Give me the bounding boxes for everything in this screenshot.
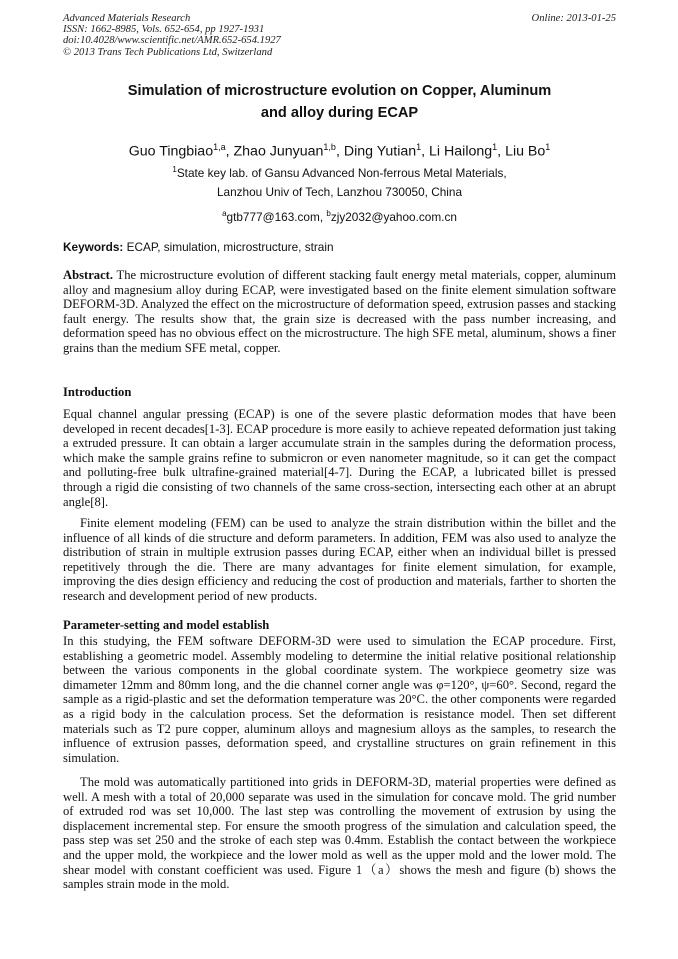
- email-line: [63, 206, 616, 225]
- author-affil-mark: 1,a: [213, 142, 226, 152]
- email-a: gtb777@163.com,: [226, 209, 327, 224]
- paper-title: [63, 80, 616, 124]
- author-affil-mark: 1,b: [323, 142, 336, 152]
- author-separator: ,: [421, 143, 430, 160]
- journal-header: [63, 13, 616, 58]
- email-mark-a: a: [222, 209, 227, 218]
- author-separator: ,: [225, 143, 234, 160]
- keywords-label: Keywords:: [63, 240, 124, 254]
- issn-line: ISSN: 1662-8985, Vols. 652-654, pp 1927-1931: [63, 24, 265, 36]
- copyright-line: © 2013 Trans Tech Publications Ltd, Switzerland: [63, 46, 273, 58]
- parameter-paragraph-2: The mold was automatically partitioned into grids in DEFORM-3D, material properties were defined as well. A mesh with a total of 20,000 separate was used in the simulation for concave mold. The grid number of extruded rod was set 10,000. The last step was controlling the movement of extrusion by using the displacement incremental step. For ensure the smooth progress of the simulation and calculation speed, the pass step was set 250 and the stroke of each step was 0.4mm. Establish the contact between the workpiece and the upper mold, the workpiece and the lower mold as well as the upper mold and the lower mold. The shear model with constant coefficient was used. Figure 1（a）shows the mesh and figure (b) shows the samples strain mode in the mold.: [63, 775, 616, 892]
- author-affil-mark: 1: [416, 142, 422, 152]
- author-affil-mark: 1: [545, 142, 551, 152]
- affiliation-line-1: [63, 162, 616, 181]
- section-heading-parameter: Parameter-setting and model establish: [63, 618, 270, 632]
- author-name: Guo Tingbiao: [128, 143, 214, 160]
- intro-paragraph-1: Equal channel angular pressing (ECAP) is one of the severe plastic deformation modes that have been developed in recent decades[1-3]. ECAP procedure is more easily to achieve repeated deformation just taking a extruded pressure. It can obtain a larger accumulate strain in the samples during the deformation process, which make the sample grains refine to submicron or even nanometer magnitude, so it can get the compact and polluting-free bulk ultrafine-grained material[4-7]. During the ECAP, a lubricated billet is pressed through a rigid die consisting of two channels of the same cross-section, intersecting each other at an abrupt angle[8].: [63, 407, 616, 509]
- title-line-2: and alloy during ECAP: [260, 105, 419, 121]
- keywords-text: ECAP, simulation, microstructure, strain: [123, 240, 334, 254]
- author-name: Liu Bo: [505, 143, 546, 160]
- journal-name: Advanced Materials Research: [63, 13, 191, 24]
- parameter-paragraph-1: In this studying, the FEM software DEFORM-3D were used to simulation the ECAP procedure. First, establishing a geometric model. Assembly modeling to determine the initial relative positional relationship between the various components in the global coordinate system. The workpiece geometry size was dimameter 12mm and 80mm long, and the die channel corner angle was φ=120°, ψ=60°. Second, regard the sample as a rigid-plastic and set the deformation temperature was 20°C. the other components were regarded as a rigid body in the calculation process. Set the deformation is resistance model. Then set different materials such as T2 pure copper, aluminum alloys and magnesium alloys as the samples, to research the influence of extrusion passes, deformation speed, and crystalline structures on grain refinement in this simulation.: [63, 634, 616, 765]
- affil-text: State key lab. of Gansu Advanced Non-ferrous Metal Materials,: [176, 165, 507, 180]
- intro-paragraph-2: Finite element modeling (FEM) can be used to analyze the strain distribution within the billet and the influence of all kinds of die structure and deform parameters. In addition, FEM was also used to analyze the distribution of strain in multiple extrusion passes during ECAP, either when an individual billet is pressed repetitively through the die. There are many advantages for finite element simulation, for example, improving the dies design efficiency and reducing the cost of production and materials, farther to shorten the research and development period of new products.: [63, 516, 616, 603]
- doi-line: doi:10.4028/www.scientific.net/AMR.652-654.1927: [63, 35, 281, 47]
- abstract-label: Abstract.: [63, 268, 114, 282]
- email-mark-b: b: [326, 209, 331, 218]
- author-list: [63, 137, 616, 162]
- affil-mark: 1: [172, 165, 177, 174]
- section-heading-introduction: Introduction: [63, 385, 132, 399]
- author-name: Zhao Junyuan: [233, 143, 324, 160]
- author-separator: ,: [335, 143, 344, 160]
- author-name: Li Hailong: [429, 143, 493, 160]
- email-b: zjy2032@yahoo.com.cn: [330, 209, 457, 224]
- abstract-text: The microstructure evolution of different stacking fault energy metal materials, copper, aluminum alloy and magnesium alloy during ECAP, were investigated based on the finite element simulation software DEFORM-3D. Analyzed the effect on the microstructure of deformation speed, extrusion passes and stacking fault energy. The results show that, the grain size is decreased with the pass number increasing, and deformation speed has no obvious effect on the microstructure. The high SFE metal, aluminum, shows a finer grains than the medium SFE metal, copper.: [63, 268, 616, 355]
- abstract: [63, 268, 616, 356]
- affiliation-line-2: Lanzhou Univ of Tech, Lanzhou 730050, China: [216, 185, 463, 199]
- title-line-1: Simulation of microstructure evolution on Copper, Aluminum: [127, 83, 552, 99]
- author-separator: ,: [497, 143, 506, 160]
- author-affil-mark: 1: [492, 142, 498, 152]
- author-name: Ding Yutian: [343, 143, 417, 160]
- keywords: [63, 240, 616, 255]
- online-date: Online: 2013-01-25: [531, 13, 616, 24]
